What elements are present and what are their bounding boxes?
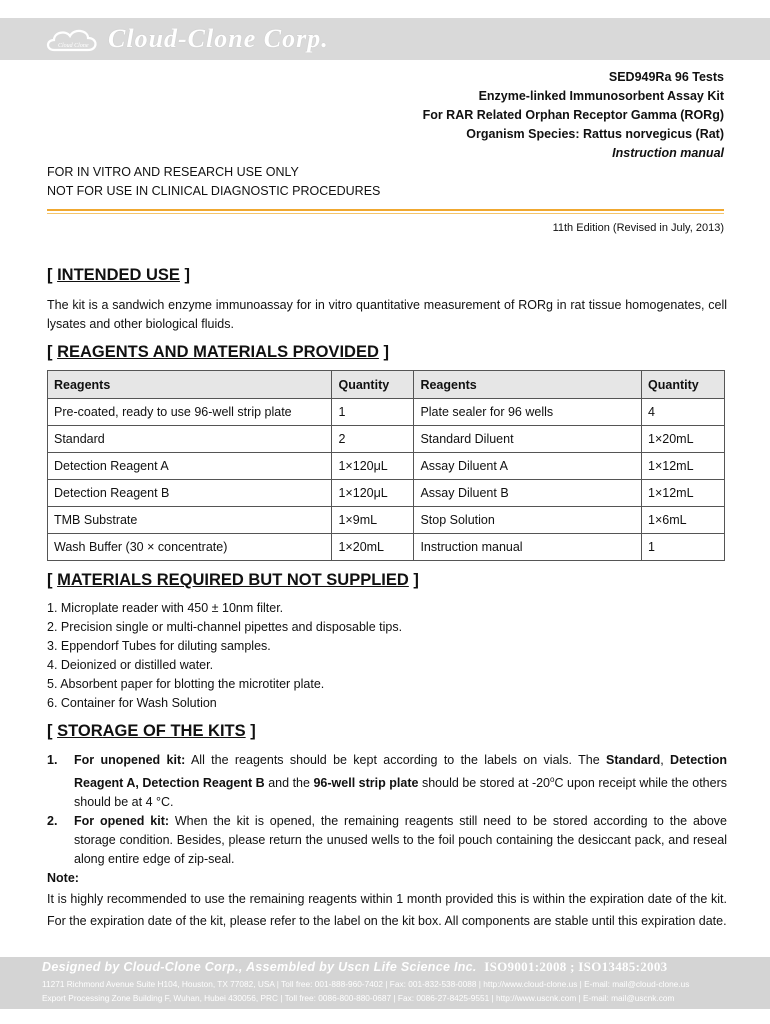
table-cell: 2 — [332, 426, 414, 453]
table-cell: Detection Reagent A — [48, 453, 332, 480]
table-cell: Standard — [48, 426, 332, 453]
edition-label: 11th Edition (Revised in July, 2013) — [552, 222, 724, 234]
divider-rule-thin — [47, 213, 724, 214]
use-notice — [47, 163, 380, 201]
table-cell: Pre-coated, ready to use 96-well strip plate — [48, 399, 332, 426]
instruction-manual-label: Instruction manual — [612, 146, 724, 160]
reagents-title: REAGENTS AND MATERIALS PROVIDED — [57, 343, 379, 361]
table-cell: 1×120μL — [332, 480, 414, 507]
table-cell: 1×20mL — [332, 534, 414, 561]
kit-type: Enzyme-linked Immunosorbent Assay Kit — [478, 89, 724, 103]
research-use-line: FOR IN VITRO AND RESEARCH USE ONLY — [47, 165, 299, 179]
table-cell: Wash Buffer (30 × concentrate) — [48, 534, 332, 561]
table-cell: 1 — [642, 534, 725, 561]
intended-use-text: The kit is a sandwich enzyme immunoassay for in vitro quantitative measurement of RORg in rat tissue homogenates, cell lysates and other biological fluids. — [47, 298, 727, 331]
divider-rule — [47, 209, 724, 211]
storage-item-unopened: 1. For unopened kit: All the reagents should be kept according to the labels on vials. The Standard, Detection Reagent A, Detection Reagent B and the 96-well strip plate should be stored at -20$^o$C upon receipt while the others should be at 4 °C. — [47, 751, 727, 812]
list-item: 2. Precision single or multi-channel pipettes and disposable tips. — [47, 620, 403, 634]
table-row — [48, 453, 725, 480]
storage-title: STORAGE OF THE KITS — [57, 722, 246, 740]
intended-use-heading: [ INTENDED USE ] — [47, 266, 191, 284]
unopened-label: For unopened kit: — [74, 753, 186, 767]
table-cell: 1×120μL — [332, 453, 414, 480]
table-row — [48, 507, 725, 534]
table-row — [48, 534, 725, 561]
list-item: 1. Microplate reader with 450 ± 10nm filter. — [47, 601, 284, 615]
table-row — [48, 426, 725, 453]
header-reagents-2: Reagents — [414, 371, 642, 399]
table-cell: 1×12mL — [642, 480, 725, 507]
list-item: 3. Eppendorf Tubes for diluting samples. — [47, 639, 271, 653]
materials-title: MATERIALS REQUIRED BUT NOT SUPPLIED — [57, 571, 409, 589]
organism-species: Organism Species: Rattus norvegicus (Rat) — [466, 127, 724, 141]
table-header-row — [48, 371, 725, 399]
product-info — [423, 68, 724, 163]
product-code: SED949Ra 96 Tests — [608, 70, 724, 84]
table-cell: 1×12mL — [642, 453, 725, 480]
table-cell: Assay Diluent B — [414, 480, 642, 507]
table-row — [48, 399, 725, 426]
header-reagents-1: Reagents — [48, 371, 332, 399]
table-cell: Instruction manual — [414, 534, 642, 561]
footer-title — [42, 959, 667, 975]
storage-item-opened: 2. For opened kit: When the kit is opened, the remaining reagents still need to be stored according to the above storage condition. Besides, please return the unused wells to the foil pouch containing the desiccant pack, and reseal along entire edge of zip-seal. — [47, 812, 727, 869]
table-cell: Plate sealer for 96 wells — [414, 399, 642, 426]
materials-list — [47, 599, 402, 713]
item-number: 2. — [47, 814, 58, 829]
footer-designed-by: Designed by Cloud-Clone Corp., Assembled by Uscn Life Science Inc. — [42, 960, 477, 974]
table-cell: 1 — [332, 399, 414, 426]
cloud-logo-icon — [44, 24, 100, 54]
list-item: 5. Absorbent paper for blotting the microtiter plate. — [47, 677, 325, 691]
header-quantity-1: Quantity — [332, 371, 414, 399]
note-text: It is highly recommended to use the remaining reagents within 1 month provided this is within the expiration date of the kit. For the expiration date of the kit, please refer to the label on the kit box. All components are stable until this expiration date. — [47, 892, 727, 929]
table-cell: TMB Substrate — [48, 507, 332, 534]
table-cell: 1×9mL — [332, 507, 414, 534]
note-label: Note: — [47, 871, 79, 886]
reagents-table — [47, 370, 725, 561]
table-cell: Stop Solution — [414, 507, 642, 534]
footer-iso: ISO9001:2008 ; ISO13485:2003 — [484, 959, 668, 974]
storage-heading: [ STORAGE OF THE KITS ] — [47, 722, 256, 740]
opened-label: For opened kit: — [74, 814, 170, 829]
clinical-use-line: NOT FOR USE IN CLINICAL DIAGNOSTIC PROCEDURES — [47, 184, 381, 198]
logo-small-text: Cloud Clone — [58, 43, 89, 49]
header-quantity-2: Quantity — [642, 371, 725, 399]
list-item: 6. Container for Wash Solution — [47, 696, 217, 710]
table-cell: 1×20mL — [642, 426, 725, 453]
list-item: 4. Deionized or distilled water. — [47, 658, 214, 672]
table-cell: Detection Reagent B — [48, 480, 332, 507]
reagents-heading: [ REAGENTS AND MATERIALS PROVIDED ] — [47, 343, 389, 361]
footer-address-cn: Export Processing Zone Building F, Wuhan, Hubei 430056, PRC | Toll free: 0086-800-880-0687 | Fax: 0086-27-8425-9551 | http://www.uscnk.com | E-mail: mail@uscnk.com — [42, 993, 675, 1003]
table-cell: Assay Diluent A — [414, 453, 642, 480]
item-number: 1. — [47, 753, 58, 767]
footer-address-us: 11271 Richmond Avenue Suite H104, Houston, TX 77082, USA | Toll free: 001-888-960-7402 | Fax: 001-832-538-0088 | http://www.cloud-clone.us | E-mail: mail@cloud-clone.us — [42, 979, 690, 989]
table-row — [48, 480, 725, 507]
table-cell: Standard Diluent — [414, 426, 642, 453]
table-cell: 4 — [642, 399, 725, 426]
company-logo-text: Cloud-Clone Corp. — [108, 24, 329, 53]
materials-heading: [ MATERIALS REQUIRED BUT NOT SUPPLIED ] — [47, 571, 419, 589]
kit-target: For RAR Related Orphan Receptor Gamma (RORg) — [422, 108, 724, 122]
storage-section — [47, 751, 727, 932]
table-cell: 1×6mL — [642, 507, 725, 534]
intended-use-title: INTENDED USE — [57, 266, 180, 284]
